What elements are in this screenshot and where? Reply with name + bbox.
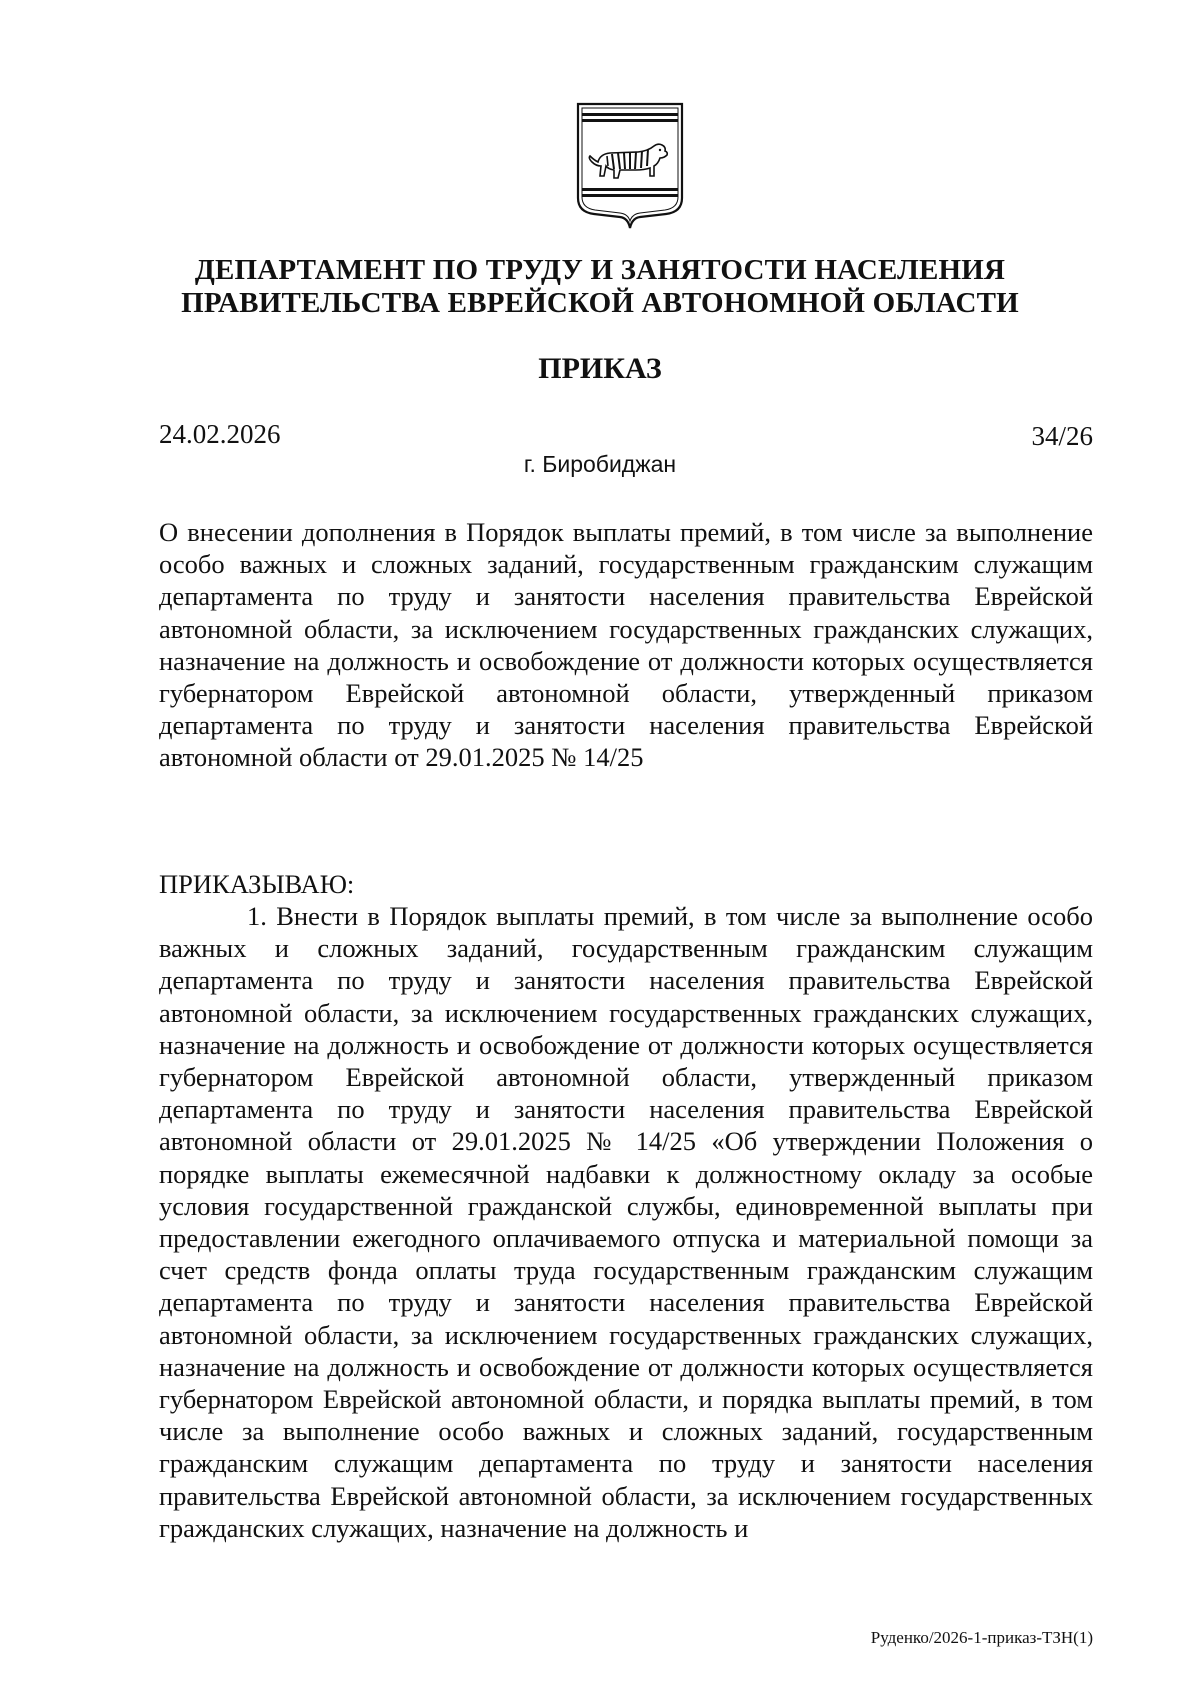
order-title: ПРИКАЗ — [538, 352, 662, 385]
order-verb: ПРИКАЗЫВАЮ: — [159, 869, 355, 899]
coat-of-arms-icon — [574, 100, 686, 232]
department-name — [160, 254, 1040, 320]
order-number: 34/26 — [1031, 421, 1093, 451]
order-city: г. Биробиджан — [523, 451, 677, 477]
department-name-line-1: ДЕПАРТАМЕНТ ПО ТРУДУ И ЗАНЯТОСТИ НАСЕЛЕНИЯ — [194, 254, 1006, 286]
order-subject: О внесении дополнения в Порядок выплаты премий, в том числе за выполнение особо важных и сложных заданий, государственным гражданским служащим департамента по труду и занятости населения правительства Еврейской автономной области, за исключением государственных гражданских служащих, назначение на должность и освобождение от должности которых осуществляется губернатором Еврейской автономной области, утвержденный приказом департамента по труду и занятости населения правительства Еврейской автономной области от 29.01.2025 № 14/25 — [159, 517, 1093, 773]
department-name-line-2: ПРАВИТЕЛЬСТВА ЕВРЕЙСКОЙ АВТОНОМНОЙ ОБЛАСТИ — [181, 287, 1019, 319]
order-date: 24.02.2026 — [159, 419, 281, 449]
footer-document-code: Руденко/2026-1-приказ-ТЗН(1) — [870, 1628, 1093, 1647]
order-paragraph-1: 1. Внести в Порядок выплаты премий, в том числе за выполнение особо важных и сложных заданий, государственным гражданским служащим департамента по труду и занятости населения правительства Еврейской автономной области, за исключением государственных гражданских служащих, назначение на должность и освобождение от должности которых осуществляется губернатором Еврейской автономной области, утвержденный приказом департамента по труду и занятости населения правительства Еврейской автономной области от 29.01.2025 № 14/25 «Об утверждении Положения о порядке выплаты ежемесячной надбавки к должностному окладу за особые условия государственной гражданской службы, единовременной выплаты при предоставлении ежегодного оплачиваемого отпуска и материальной помощи за счет средств фонда оплаты труда государственным гражданским служащим департамента по труду и занятости населения правительства Еврейской автономной области, за исключением государственных гражданских служащих, назначение на должность и освобождение от должности которых осуществляется губернатором Еврейской автономной области, и порядка выплаты премий, в том числе за выполнение особо важных и сложных заданий, государственным гражданским служащим департамента по труду и занятости населения правительства Еврейской автономной области, за исключением государственных гражданских служащих, назначение на должность и — [159, 901, 1093, 1543]
